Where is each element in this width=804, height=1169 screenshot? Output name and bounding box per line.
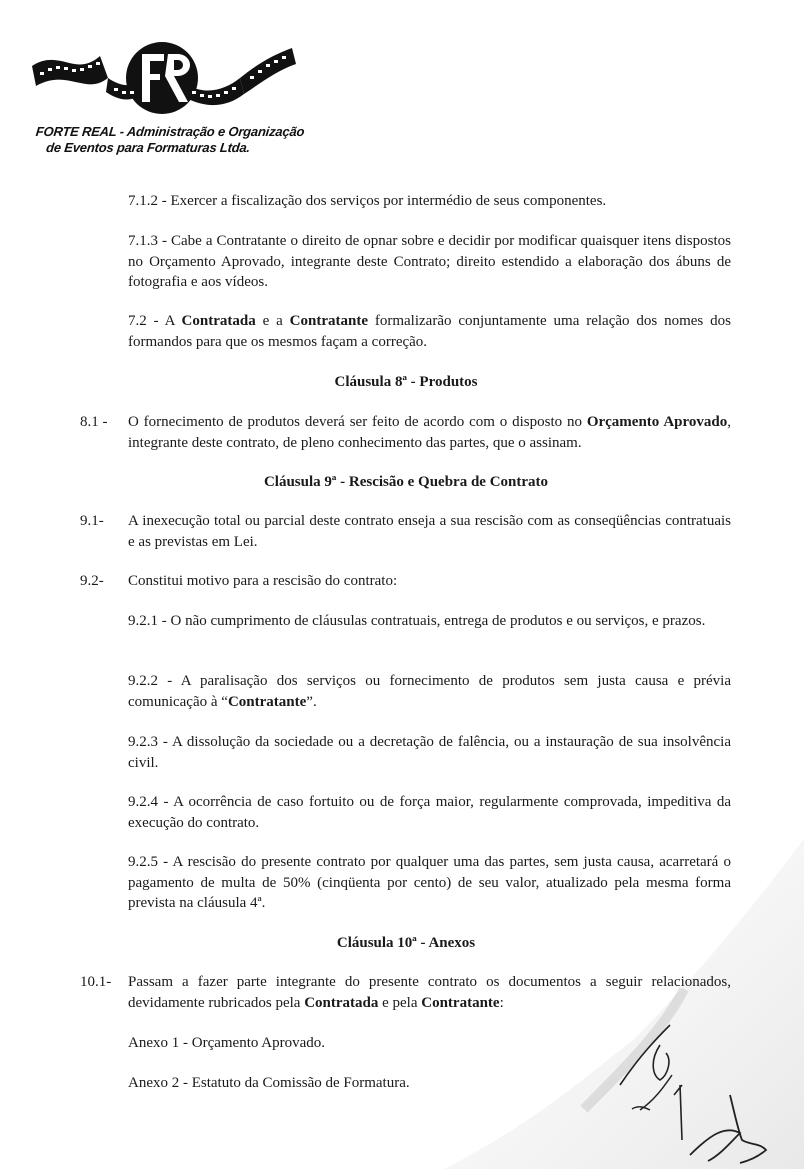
clause-10-1: [128, 972, 731, 1013]
clause-7-2-text-a: 7.2 - A: [128, 313, 182, 329]
clause-9-2-3: 9.2.3 - A dissolução da sociedade ou a decretação de falência, ou a instauração de sua insolvência civil.: [128, 734, 731, 771]
clause-9-2-2: [128, 671, 731, 712]
company-name-line1: FORTE REAL - Administração e Organização: [35, 124, 306, 139]
clause-9-2-2-text-b: ”.: [306, 693, 317, 710]
clause-9-2-5: 9.2.5 - A rescisão do presente contrato por qualquer uma das partes, sem justa causa, acarretará o pagamento de multa de 50% (cinqüenta por cento) de seu valor, atualizado pela mesma forma prevista na cláusula 4ª.: [128, 854, 731, 911]
clause-10-1-text-a: Passam a fazer parte integrante do presente contrato os documentos a seguir relacionados, devidamente rubricados pela: [128, 974, 731, 1011]
clause-8-1: [128, 412, 731, 453]
clause-7-1-3: 7.1.3 - Cabe a Contratante o direito de opnar sobre e decidir por modificar quaisquer itens dispostos no Orçamento Aprovado, integrante deste Contrato; direito estendido a elaboração dos ábuns de fotografia e aos vídeos.: [128, 233, 731, 290]
clause-9-1: A inexecução total ou parcial deste contrato enseja a sua rescisão com as conseqüências contratuais e as previstas em Lei.: [128, 513, 731, 550]
clause-7-2: [128, 311, 731, 352]
clause-10-1-number: 10.1-: [80, 974, 112, 990]
heading-clause-9: Cláusula 9ª - Rescisão e Quebra de Contrato: [263, 474, 549, 490]
clause-8-1-orcamento: Orçamento Aprovado: [586, 414, 728, 430]
clause-10-1-contratada: Contratada: [304, 994, 379, 1011]
clause-9-2-number: 9.2-: [80, 573, 104, 589]
clause-9-2-4: 9.2.4 - A ocorrência de caso fortuito ou de força maior, regularmente comprovada, impeditiva da execução do contrato.: [128, 794, 731, 831]
annex-2: Anexo 2 - Estatuto da Comissão de Formatura.: [128, 1075, 410, 1091]
heading-clause-10: Cláusula 10ª - Anexos: [336, 935, 476, 951]
clause-10-1-text-c: :: [499, 994, 504, 1011]
clause-9-2-2-contratante: Contratante: [227, 693, 307, 710]
company-name-line2: de Eventos para Formaturas Ltda.: [45, 140, 251, 155]
clause-7-2-text-b: e a: [255, 313, 290, 329]
clause-8-1-number: 8.1 -: [80, 414, 108, 430]
clause-9-1-number: 9.1-: [80, 513, 104, 529]
clause-9-2: Constitui motivo para a rescisão do contrato:: [128, 573, 398, 589]
clause-9-2-2-text-a: 9.2.2 - A paralisação dos serviços ou fornecimento de produtos sem justa causa e prévia comunicação à “: [128, 673, 731, 710]
clause-9-2-1: 9.2.1 - O não cumprimento de cláusulas contratuais, entrega de produtos e ou serviços, e prazos.: [128, 613, 706, 629]
clause-7-2-contratante: Contratante: [289, 313, 368, 329]
heading-clause-8: Cláusula 8ª - Produtos: [334, 374, 478, 390]
clause-8-1-text-b: , integrante deste contrato, de pleno conhecimento das partes, que o assinam.: [128, 414, 731, 451]
clause-7-2-contratada: Contratada: [181, 313, 256, 329]
clause-10-1-text-b: e pela: [378, 994, 422, 1011]
clause-7-2-text-c: formalizarão conjuntamente uma relação dos nomes dos formandos para que os mesmos façam a correção.: [128, 313, 731, 350]
clause-8-1-text-a: O fornecimento de produtos deverá ser feito de acordo com o disposto no: [128, 414, 587, 430]
clause-10-1-contratante: Contratante: [421, 994, 500, 1011]
clause-7-1-2: 7.1.2 - Exercer a fiscalização dos serviços por intermédio de seus componentes.: [128, 193, 607, 209]
annex-1: Anexo 1 - Orçamento Aprovado.: [128, 1035, 326, 1051]
handwritten-signature-icon: [610, 1015, 780, 1165]
